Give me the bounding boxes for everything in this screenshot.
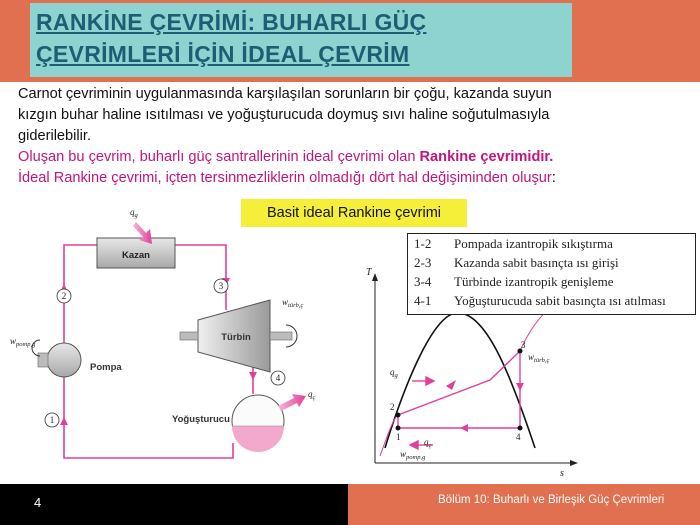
ts-q-out-label: $q_ç$ (424, 437, 432, 449)
legend-row (414, 236, 613, 252)
turbine-shaft-left (180, 332, 198, 340)
ts-point-2: 2 (390, 402, 395, 412)
ts-point-4: 4 (516, 432, 521, 442)
ts-y-axis-label: T (366, 267, 372, 278)
legend-process-text: Kazanda sabit basınçta ısı girişi (454, 255, 619, 270)
pump-shaft (38, 353, 48, 367)
w-turb-label: $w_{türb,ç}$ (282, 297, 304, 309)
pipe-boiler-to-turbine (175, 245, 226, 310)
state-4-marker: 4 (275, 373, 281, 383)
rankine-schematic (0, 200, 360, 484)
figure-caption: Basit ideal Rankine çevrimi (241, 199, 467, 227)
legend-process-id: 3-4 (414, 274, 432, 289)
paragraph-1-line-2: kızgın buhar haline ısıtılması ve yoğuşturucuda doymuş sıvı haline soğutulmasıyla (18, 107, 550, 123)
turbine-shaft-right (270, 332, 292, 340)
w-pump-label: $w_{pomp,g}$ (10, 336, 36, 348)
slide-title-line-1: RANKİNE ÇEVRİMİ: BUHARLI GÜÇ (36, 9, 427, 35)
legend-process-id: 4-1 (414, 293, 432, 308)
legend-process-text: Pompada izantropik sıkıştırma (454, 236, 613, 251)
condenser-liquid (232, 426, 284, 452)
ts-q-in-label: $q_g$ (390, 367, 398, 379)
paragraph-2-bold: Rankine çevrimidir. (419, 149, 554, 165)
ts-w-turb-label: $w_{türb,ç}$ (528, 352, 550, 364)
paragraph-2 (18, 147, 553, 168)
paragraph-3 (18, 168, 556, 189)
ts-point-3: 3 (521, 340, 526, 350)
q-in-label: $q_g$ (130, 207, 138, 219)
legend-row (414, 255, 619, 271)
pump-label: Pompa (90, 362, 122, 373)
flow-arrow-4 (249, 372, 257, 380)
paragraph-1-line-3: giderilebilir. (18, 128, 92, 144)
process-legend (407, 233, 696, 315)
legend-row (414, 293, 666, 309)
slide-title-line-2: ÇEVRİMLERİ İÇİN İDEAL ÇEVRİM (36, 41, 410, 67)
turbine-label: Türbin (221, 332, 251, 343)
flow-arrow-1 (60, 417, 68, 425)
title-bar (0, 0, 700, 82)
legend-process-id: 1-2 (414, 236, 432, 251)
ts-w-pump-label: $w_{pomp,g}$ (400, 449, 426, 461)
paragraph-2-text: Oluşan bu çevrim, buharlı güç santrallerinin ideal çevrimi olan (18, 149, 420, 165)
chapter-title: Bölüm 10: Buharlı ve Birleşik Güç Çevrimleri (438, 494, 665, 506)
state-3-marker: 3 (218, 281, 224, 291)
state-2-marker: 2 (61, 291, 67, 301)
legend-process-text: Türbinde izantropik genişleme (454, 274, 614, 289)
title-box (30, 3, 572, 77)
page-number: 4 (34, 495, 42, 510)
paragraph-3-colon: : (551, 170, 556, 186)
ts-x-axis-label: s (560, 468, 564, 479)
pump-body (47, 343, 81, 377)
legend-process-text: Yoğuşturucuda sabit basınçta ısı atılması (454, 293, 666, 308)
legend-process-id: 2-3 (414, 255, 432, 270)
q-out-label: $q_ç$ (308, 389, 316, 401)
state-1-marker: 1 (49, 415, 55, 425)
legend-row (414, 274, 614, 290)
paragraph-3-text: İdeal Rankine çevrimi, içten tersinmezliklerin olmadığı dört hal değişiminden oluşur (18, 170, 552, 186)
condenser-label: Yoğuşturucu (172, 414, 230, 425)
ts-point-1: 1 (396, 432, 401, 442)
paragraph-1-line-1: Carnot çevriminin uygulanmasında karşılaşılan sorunların bir çoğu, kazanda suyun (18, 86, 552, 102)
boiler-label: Kazan (122, 250, 150, 261)
heat-out-arrow-icon (278, 394, 306, 411)
